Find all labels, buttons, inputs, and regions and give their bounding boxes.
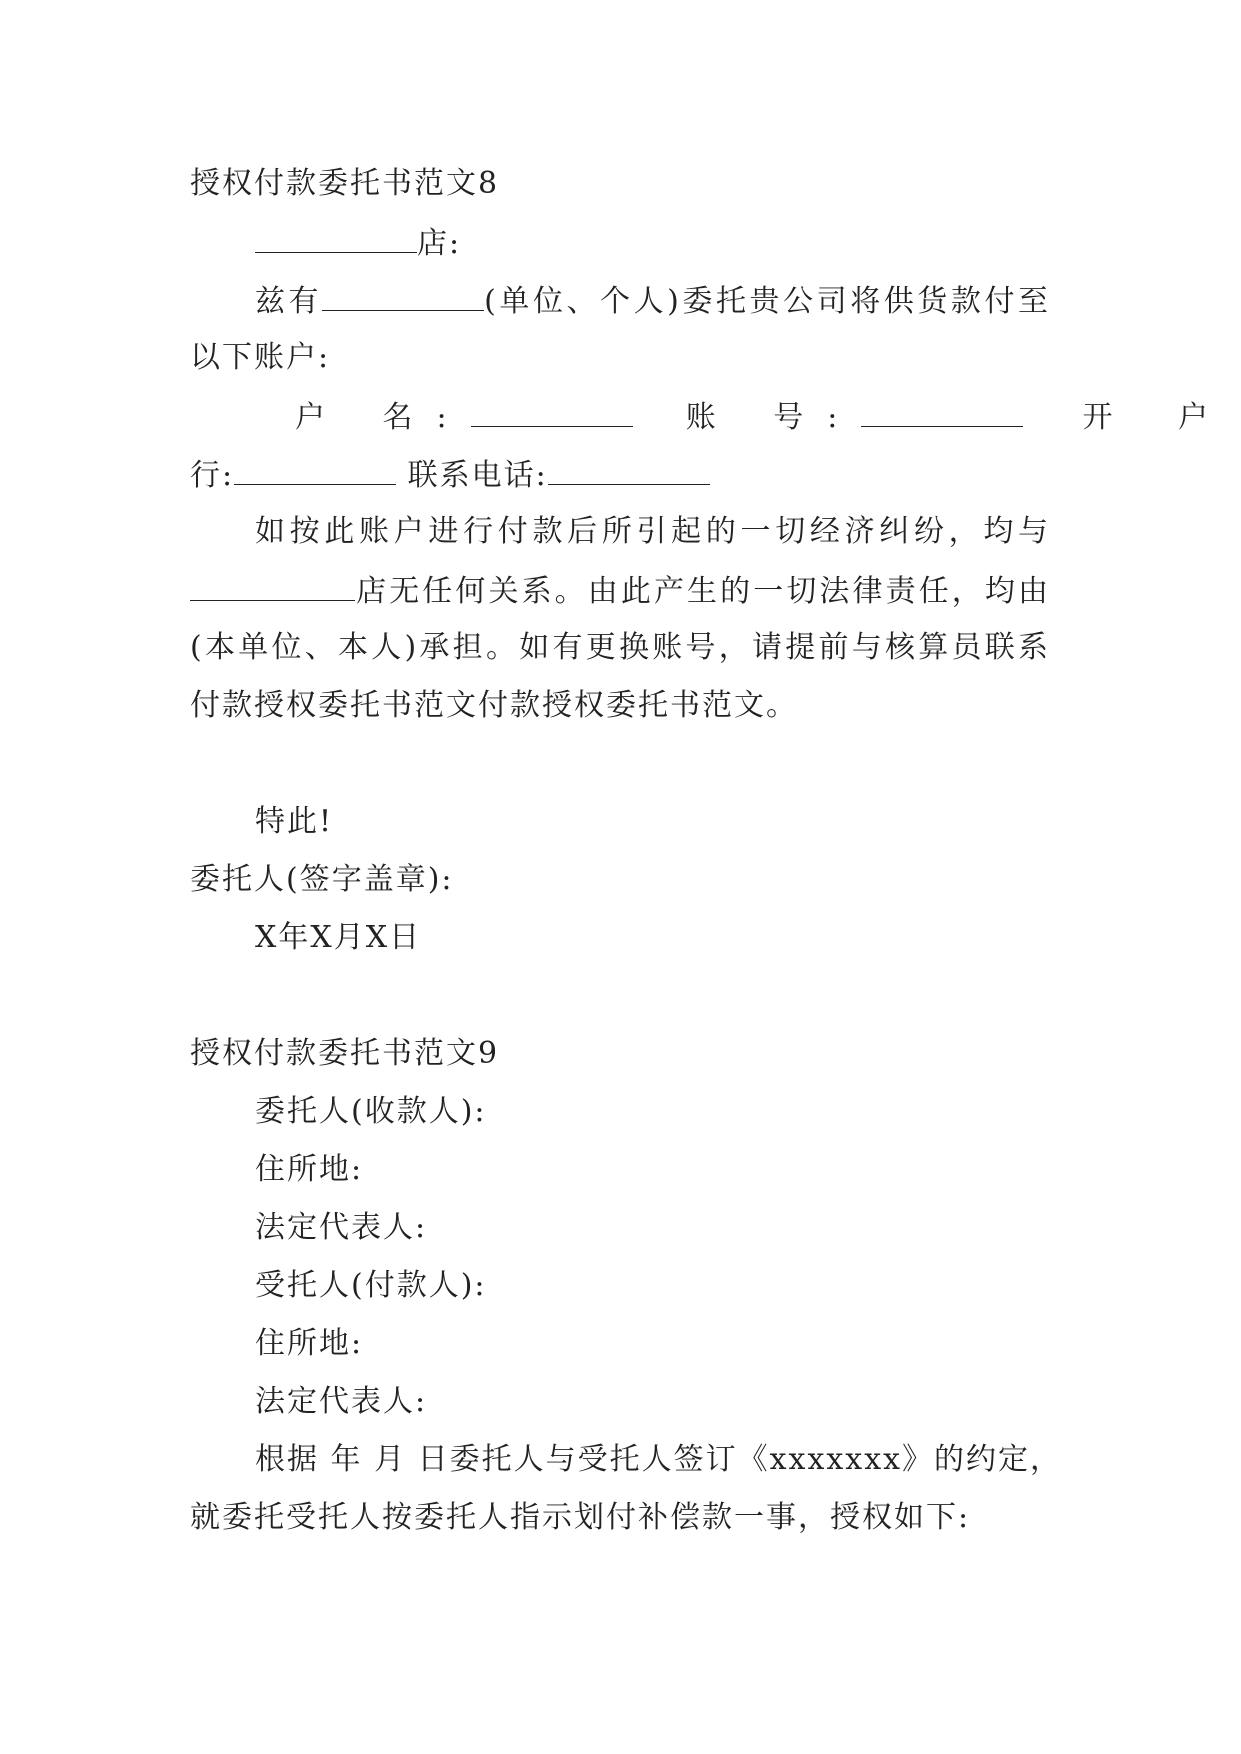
account-number-label: 账 号: <box>685 400 862 435</box>
bank-blank <box>234 454 396 485</box>
store-line <box>255 222 1050 264</box>
bank-phone-line <box>190 454 1050 496</box>
bank-label-part1: 开 户 <box>1082 400 1237 435</box>
disclaimer-line-2 <box>190 570 1050 612</box>
account-number-blank <box>861 396 1023 427</box>
intro-suffix: (单位、个人)委托贵公司将供货款付至 <box>484 284 1050 319</box>
agent-representative-label: 法定代表人: <box>255 1384 428 1419</box>
phone-blank <box>548 454 710 485</box>
disclaimer-line-4: 付款授权委托书范文付款授权委托书范文。 <box>190 688 798 723</box>
principal-address-label: 住所地: <box>255 1152 364 1187</box>
principal-representative-label: 法定代表人: <box>255 1210 428 1245</box>
intro-line-2: 以下账户: <box>190 340 331 375</box>
store-name-blank-2 <box>190 570 355 601</box>
section-8-title: 授权付款委托书范文8 <box>190 166 500 201</box>
disclaimer-line-1: 如按此账户进行付款后所引起的一切经济纠纷，均与 <box>255 514 1050 549</box>
principal-label: 委托人(收款人): <box>255 1094 487 1129</box>
bank-label-part2: 行: <box>190 458 235 493</box>
phone-label: 联系电话: <box>407 458 548 493</box>
body-line-2: 就委托受托人按委托人指示划付补偿款一事，授权如下: <box>190 1500 971 1535</box>
intro-line-1 <box>255 280 1050 322</box>
date-line: X年X月X日 <box>255 920 422 955</box>
store-suffix: 店: <box>417 226 462 261</box>
agent-label: 受托人(付款人): <box>255 1268 487 1303</box>
account-name-blank <box>471 396 633 427</box>
signature-label: 委托人(签字盖章): <box>190 862 454 897</box>
disclaimer-line-3: (本单位、本人)承担。如有更换账号，请提前与核算员联系 <box>190 630 1050 665</box>
disclaimer-line-2-suffix: 店无任何关系。由此产生的一切法律责任，均由 <box>355 574 1050 609</box>
account-name-label: 户 名: <box>295 400 471 435</box>
closing-text: 特此! <box>255 804 334 839</box>
body-line-1: 根据 年 月 日委托人与受托人签订《xxxxxxx》的约定， <box>255 1442 1063 1477</box>
agent-address-label: 住所地: <box>255 1326 364 1361</box>
section-9-title: 授权付款委托书范文9 <box>190 1036 500 1071</box>
principal-blank <box>322 280 484 311</box>
account-fields-line <box>295 396 1237 438</box>
store-name-blank <box>255 222 417 253</box>
intro-prefix: 兹有 <box>255 284 323 319</box>
